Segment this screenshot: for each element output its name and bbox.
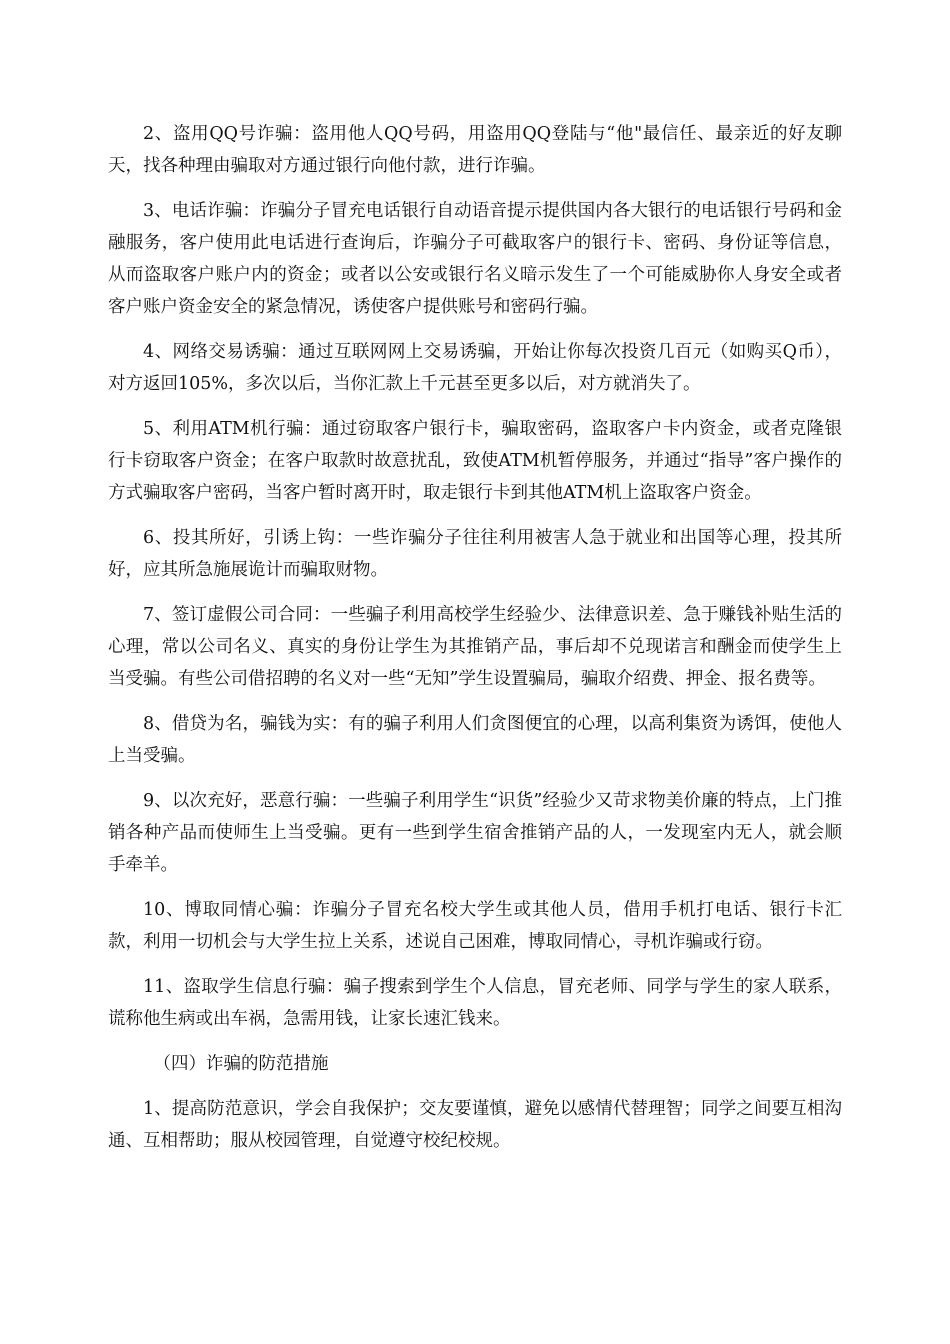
paragraph-item-prevention-1: 1、提高防范意识，学会自我保护；交友要谨慎，避免以感情代替理智；同学之间要互相沟通、互相帮助；服从校园管理，自觉遵守校纪校规。: [108, 1099, 842, 1151]
paragraph-item-8-loan-fraud: 8、借贷为名，骗钱为实：有的骗子利用人们贪图便宜的心理，以高利集资为诱饵，使他人上当受骗。: [108, 714, 842, 766]
paragraph-item-9-inferior-goods: 9、以次充好，恶意行骗：一些骗子利用学生“识货”经验少又苛求物美价廉的特点，上门推销各种产品而使师生上当受骗。更有一些到学生宿舍推销产品的人，一发现室内无人，就会顺手牵羊。: [108, 791, 842, 875]
paragraph-item-10-sympathy-fraud: 10、博取同情心骗：诈骗分子冒充名校大学生或其他人员，借用手机打电话、银行卡汇款，利用一切机会与大学生拉上关系，述说自己困难，博取同情心，寻机诈骗或行窃。: [108, 900, 842, 952]
section-heading-prevention: （四）诈骗的防范措施: [153, 1054, 329, 1074]
paragraph-item-7-fake-contract: 7、签订虚假公司合同：一些骗子利用高校学生经验少、法律意识差、急于赚钱补贴生活的心理，常以公司名义、真实的身份让学生为其推销产品，事后却不兑现诺言和酬金而使学生上当受骗。有些公司借招聘的名义对一些“无知”学生设置骗局，骗取介绍费、押金、报名费等。: [108, 605, 842, 689]
paragraph-item-5-atm-fraud: 5、利用ATM机行骗：通过窃取客户银行卡，骗取密码，盗取客户卡内资金，或者克隆银行卡窃取客户资金；在客户取款时故意扰乱，致使ATM机暂停服务，并通过“指导”客户操作的方式骗取客户密码，当客户暂时离开时，取走银行卡到其他ATM机上盗取客户资金。: [108, 419, 842, 503]
paragraph-item-2-qq-fraud: 2、盗用QQ号诈骗：盗用他人QQ号码，用盗用QQ登陆与“他"最信任、最亲近的好友聊天，找各种理由骗取对方通过银行向他付款，进行诈骗。: [108, 124, 842, 176]
paragraph-item-11-student-info-fraud: 11、盗取学生信息行骗：骗子搜索到学生个人信息，冒充老师、同学与学生的家人联系，谎称他生病或出车祸，急需用钱，让家长速汇钱来。: [108, 977, 842, 1029]
document-body: [108, 118, 842, 1170]
paragraph-item-3-phone-fraud: 3、电话诈骗：诈骗分子冒充电话银行自动语音提示提供国内各大银行的电话银行号码和金融服务，客户使用此电话进行查询后，诈骗分子可截取客户的银行卡、密码、身份证等信息，从而盗取客户账户内的资金；或者以公安或银行名义暗示发生了一个可能威胁你人身安全或者客户账户资金安全的紧急情况，诱使客户提供账号和密码行骗。: [108, 201, 842, 317]
paragraph-item-4-online-trade-fraud: 4、网络交易诱骗：通过互联网网上交易诱骗，开始让你每次投资几百元（如购买Q币），对方返回105%，多次以后，当你汇款上千元甚至更多以后，对方就消失了。: [108, 342, 842, 394]
paragraph-item-6-lure-fraud: 6、投其所好，引诱上钩：一些诈骗分子往往利用被害人急于就业和出国等心理，投其所好，应其所急施展诡计而骗取财物。: [108, 528, 842, 580]
